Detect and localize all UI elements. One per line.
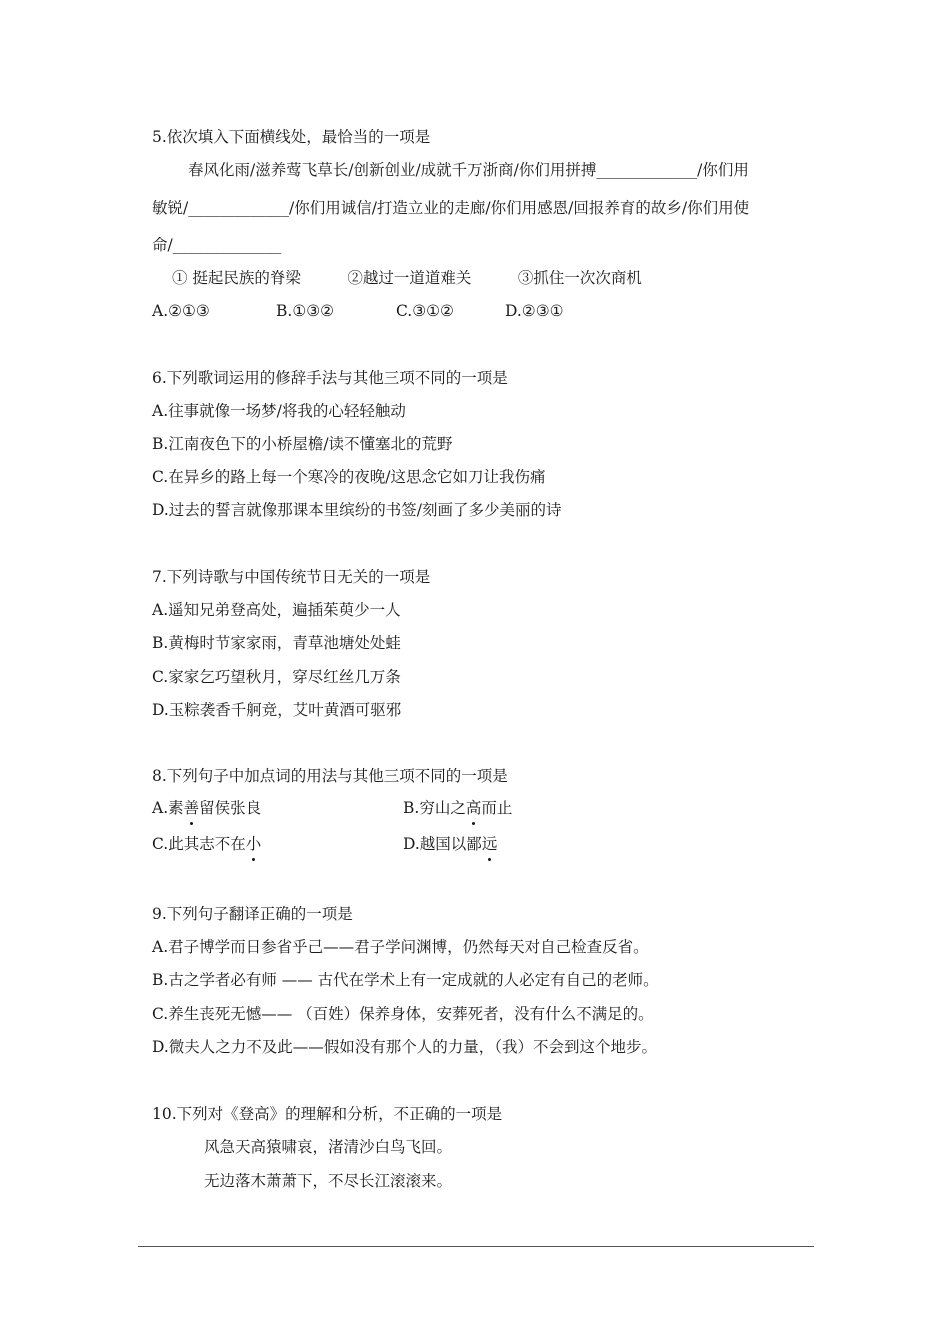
option-text: C.此其志不在 — [152, 835, 246, 853]
dotted-word: 小 — [245, 835, 262, 853]
poem-line: 无边落木萧萧下，不尽长江滚滚来。 — [204, 1172, 453, 1190]
q9-option: D.微夫人之力不及此——假如没有那个人的力量，（我）不会到这个地步。 — [152, 1038, 658, 1056]
q5-option: A.②①③ — [152, 302, 210, 320]
q9-option: B.古之学者必有师 —— 古代在学术上有一定成就的人必定有自己的老师。 — [152, 971, 659, 989]
q10-stem: 10.下列对《登高》的理解和分析，不正确的一项是 — [152, 1105, 503, 1123]
q7-option: A.遥知兄弟登高处，遍插茱萸少一人 — [152, 601, 401, 619]
option-text: 留侯张良 — [199, 799, 262, 817]
q5-text-line: 命/______________ — [152, 236, 282, 254]
q5-option: D.②③① — [505, 302, 564, 320]
option-text: A.素 — [152, 799, 184, 817]
q5-option: C.③①② — [396, 302, 454, 320]
q8-option-a — [152, 798, 261, 818]
q8-option-b — [403, 798, 512, 818]
q6-option: D.过去的誓言就像那课本里缤纷的书签/刻画了多少美丽的诗 — [152, 501, 562, 519]
q6-option: A.往事就像一场梦/将我的心轻轻触动 — [152, 402, 406, 420]
q6-option: C.在异乡的路上每一个寒冷的夜晚/这思念它如刀让我伤痛 — [152, 468, 546, 486]
q7-option: D.玉粽袭香千舸竞，艾叶黄酒可驱邪 — [152, 701, 402, 719]
q9-option: C.养生丧死无憾—— （百姓）保养身体，安葬死者，没有什么不满足的。 — [152, 1005, 654, 1023]
q7-option: B.黄梅时节家家雨，青草池塘处处蛙 — [152, 634, 401, 652]
dotted-word: 善 — [183, 799, 200, 817]
q6-stem: 6.下列歌词运用的修辞手法与其他三项不同的一项是 — [152, 369, 508, 387]
dotted-word: 高 — [465, 799, 482, 817]
q8-stem: 8.下列句子中加点词的用法与其他三项不同的一项是 — [152, 767, 508, 785]
q5-choices: ① 挺起民族的脊梁 ②越过一道道难关 ③抓住一次次商机 — [172, 269, 642, 287]
q9-stem: 9.下列句子翻译正确的一项是 — [152, 905, 353, 923]
q5-option: B.①③② — [276, 302, 335, 320]
q7-stem: 7.下列诗歌与中国传统节日无关的一项是 — [152, 568, 431, 586]
option-text: D.越国以鄙 — [403, 835, 482, 853]
option-text: 而止 — [481, 799, 513, 817]
q5-stem: 5.依次填入下面横线处，最恰当的一项是 — [152, 128, 431, 146]
q7-option: C.家家乞巧望秋月，穿尽红丝几万条 — [152, 668, 401, 686]
q5-text-line: 春风化雨/滋养莺飞草长/创新创业/成就千万浙商/你们用拼搏_____________/你们用 — [188, 161, 749, 179]
q6-option: B.江南夜色下的小桥屋檐/读不懂塞北的荒野 — [152, 435, 453, 453]
q8-option-c — [152, 834, 261, 854]
footer-divider — [138, 1246, 814, 1247]
q8-option-d — [403, 834, 497, 854]
poem-line: 风急天高猿啸哀，渚清沙白鸟飞回。 — [204, 1138, 453, 1156]
dotted-word: 远 — [481, 835, 498, 853]
q9-option: A.君子博学而日参省乎己——君子学问渊博，仍然每天对自己检查反省。 — [152, 938, 649, 956]
q5-text-line: 敏锐/_____________/你们用诚信/打造立业的走廊/你们用感恩/回报养育的故乡/你们用使 — [152, 199, 750, 217]
option-text: B.穷山之 — [403, 799, 466, 817]
